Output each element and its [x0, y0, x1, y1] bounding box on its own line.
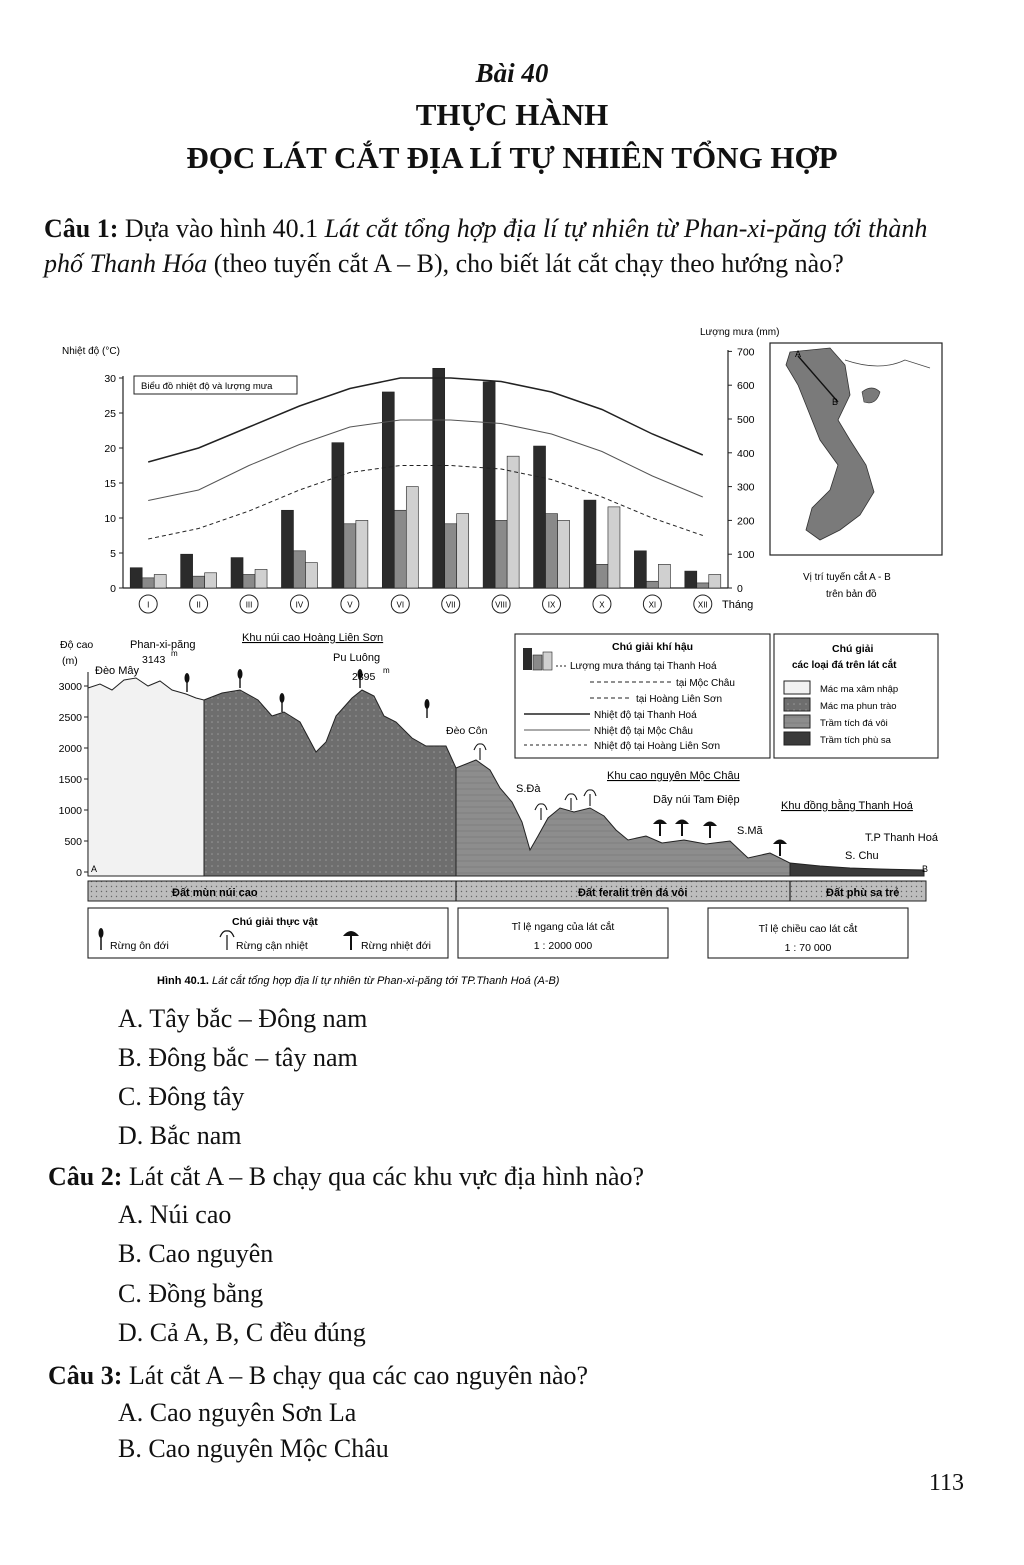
rain-bar [344, 524, 356, 588]
label-doc-con: Đèo Côn [446, 725, 488, 737]
tree-tropical-icon [773, 840, 787, 857]
figure-40-1 [0, 318, 1024, 998]
question-1-label: Câu 1: [44, 214, 119, 243]
rain-bar [507, 456, 519, 588]
legend-rain-moc-chau: tại Mộc Châu [676, 678, 735, 689]
rain-bar [433, 368, 445, 588]
profile-intrusive-rock [88, 678, 204, 876]
vegetation-legend-item-2: Rừng cận nhiệt [236, 940, 308, 952]
soil-label-3: Đất phù sa trẻ [826, 887, 900, 899]
rain-bar [281, 510, 293, 588]
month-label: IX [547, 600, 556, 610]
rain-bar [534, 446, 546, 588]
profile-point-a: A [91, 864, 98, 874]
label-pu-luong-unit: m [383, 666, 390, 675]
vegetation-legend [88, 908, 448, 958]
elevation-tick-label: 1000 [58, 805, 82, 817]
elevation-tick-label: 2500 [58, 712, 82, 724]
question-2-text: Lát cắt A – B chạy qua các khu vực địa hình nào? [122, 1162, 645, 1191]
tree-crown [238, 669, 243, 679]
tree-crown [703, 822, 717, 827]
rock-legend-item-1: Mác ma xâm nhập [820, 684, 899, 695]
rain-bar [356, 520, 368, 588]
label-tp-thanh-hoa: T.P Thanh Hoá [865, 832, 938, 844]
climate-title: Biểu đồ nhiệt độ và lượng mưa [141, 381, 273, 392]
map-point-b: B [832, 397, 839, 407]
rain-bar [457, 514, 469, 588]
rain-bar [584, 500, 596, 588]
rain-bar [394, 510, 406, 588]
climate-chart [62, 327, 779, 613]
rock-swatch-volcanic [784, 698, 810, 711]
legend-temp-thanh-hoa: Nhiệt độ tại Thanh Hoá [594, 710, 697, 721]
label-hoang-lien-son: Khu núi cao Hoàng Liên Sơn [242, 632, 384, 644]
elevation-tick-label: 1500 [58, 774, 82, 786]
temp-tick-label: 20 [104, 443, 116, 455]
vegetation-legend-item-1: Rừng ôn đới [110, 940, 169, 952]
soil-label-2: Đất feralit trên đá vôi [578, 887, 688, 899]
rain-tick-label: 100 [737, 549, 755, 562]
rain-ticks [728, 346, 755, 595]
map-caption-line-2: trên bản đồ [826, 589, 877, 600]
label-s-chu: S. Chu [845, 850, 879, 862]
tree-tropical-icon [703, 822, 717, 839]
rock-swatch-alluvium [784, 732, 810, 745]
rain-bars [130, 368, 721, 588]
month-label: VII [445, 600, 456, 610]
temp-tick-label: 15 [104, 478, 116, 490]
rain-bar [231, 558, 243, 588]
tree-subtropical-icon [565, 794, 577, 810]
question-2-option-b: B. Cao nguyên [118, 1239, 274, 1268]
rock-legend-title-2: các loại đá trên lát cắt [792, 660, 897, 671]
question-2-label: Câu 2: [48, 1162, 123, 1191]
legend-rain-thanh-hoa: Lượng mưa tháng tại Thanh Hoá [570, 661, 717, 672]
rain-bar [445, 524, 457, 588]
figure-caption-text: Lát cắt tổng hợp địa lí tự nhiên từ Phan-xi-păng tới TP.Thanh Hoá (A-B) [208, 975, 560, 987]
rain-tick-label: 300 [737, 481, 755, 494]
elevation-tick-label: 0 [76, 867, 82, 879]
rain-bar [558, 520, 570, 588]
page-number: 113 [928, 1470, 964, 1496]
rain-bar [697, 583, 709, 588]
elevation-tick-label: 2000 [58, 743, 82, 755]
rain-bar [154, 574, 166, 588]
question-3 [48, 1358, 962, 1393]
elevation-tick-label: 500 [64, 836, 82, 848]
month-label: I [147, 600, 150, 610]
rock-legend-item-4: Trầm tích phù sa [820, 735, 891, 746]
climate-legend [515, 634, 770, 758]
temperature-line [148, 420, 703, 501]
legend-bar-moc-chau [533, 655, 542, 670]
rain-bar [181, 554, 193, 588]
rain-bar [305, 563, 317, 588]
question-1-text-a: Dựa vào hình 40.1 [118, 214, 325, 243]
figure-caption [157, 974, 560, 987]
tree-crown [280, 693, 285, 703]
month-label: VIII [495, 600, 508, 610]
legend-temp-moc-chau: Nhiệt độ tại Mộc Châu [594, 726, 693, 737]
tree-temperate-icon [425, 699, 430, 718]
soil-label-1: Đất mùn núi cao [172, 887, 258, 899]
map-point-a: A [795, 349, 802, 359]
horizontal-scale-title: Tỉ lệ ngang của lát cắt [511, 921, 615, 933]
rain-bar [634, 551, 646, 588]
label-deo-may: Đèo Mây [95, 665, 140, 677]
vertical-scale-value: 1 : 70 000 [784, 942, 832, 954]
lesson-number: Bài 40 [475, 58, 549, 88]
climate-legend-title: Chú giải khí hậu [612, 641, 694, 653]
temp-ticks [104, 373, 123, 595]
rain-bar [130, 568, 142, 588]
rain-bar [596, 564, 608, 588]
rain-bar [483, 382, 495, 588]
rain-bar [205, 573, 217, 588]
tree-temperate-icon [280, 693, 285, 712]
question-3-text: Lát cắt A – B chạy qua các cao nguyên nào? [122, 1361, 589, 1390]
tree-tropical-icon [653, 820, 667, 837]
label-s-ma: S.Mã [737, 825, 763, 837]
elevation-ticks [59, 681, 88, 879]
rain-tick-label: 700 [737, 346, 755, 359]
tree-crown [773, 840, 787, 845]
elevation-axis-label: Độ cao [60, 639, 94, 651]
question-3-label: Câu 3: [48, 1361, 123, 1390]
vegetation-legend-title: Chú giải thực vật [232, 916, 318, 928]
rain-tick-label: 600 [737, 380, 755, 393]
question-2 [48, 1159, 962, 1194]
temp-axis-label: Nhiệt độ (°C) [62, 346, 120, 357]
tree-temperate-icon [185, 673, 190, 692]
rain-tick-label: 500 [737, 414, 755, 426]
rain-bar [646, 581, 658, 588]
rain-tick-label: 200 [737, 515, 755, 528]
temp-tick-label: 30 [104, 373, 116, 385]
rain-bar [546, 514, 558, 588]
temp-tick-label: 25 [104, 408, 116, 420]
rain-bar [243, 574, 255, 588]
figure-caption-label: Hình 40.1. [157, 975, 209, 987]
month-label: VI [396, 600, 405, 610]
tree-temperate-icon [238, 669, 243, 688]
month-label: XI [648, 600, 657, 610]
rock-legend-item-3: Trầm tích đá vôi [820, 718, 888, 729]
elevation-axis-unit: (m) [62, 655, 78, 667]
page-subtitle: ĐỌC LÁT CẮT ĐỊA LÍ TỰ NHIÊN TỔNG HỢP [186, 140, 838, 175]
month-label: III [245, 600, 253, 610]
temp-tick-label: 10 [104, 513, 116, 525]
rain-bar [608, 507, 620, 588]
rock-legend-title-1: Chú giải [832, 643, 874, 655]
question-2-option-d: D. Cả A, B, C đều đúng [118, 1318, 366, 1347]
legend-bar-hls [543, 652, 552, 670]
temp-tick-label: 5 [110, 548, 116, 560]
label-phanxipang: Phan-xi-păng [130, 639, 196, 651]
rain-bar [332, 443, 344, 588]
tree-subtropical-icon [474, 744, 486, 760]
rain-tick-label: 0 [737, 583, 743, 595]
rain-bar [406, 487, 418, 588]
label-moc-chau-plateau: Khu cao nguyên Mộc Châu [607, 770, 740, 782]
location-map [770, 343, 942, 600]
tree-crown [185, 673, 190, 683]
map-caption-line-1: Vị trí tuyến cắt A - B [803, 572, 891, 583]
rock-legend-item-2: Mác ma phun trào [820, 701, 897, 712]
label-dong-bang: Khu đồng bằng Thanh Hoá [781, 800, 913, 812]
tree-crown [675, 820, 689, 825]
horizontal-scale [458, 908, 668, 958]
question-1-option-b: B. Đông bắc – tây nam [118, 1043, 358, 1072]
tree-tropical-icon [675, 820, 689, 837]
label-pu-luong-height: 2895 [352, 671, 376, 683]
tree-crown [653, 820, 667, 825]
question-1-figure-title: Lát cắt tổng hợp địa lí tự nhiên từ Phan-xi-păng tới thành phố Thanh Hóa [44, 214, 928, 278]
legend-rain-hls: tại Hoàng Liên Sơn [636, 694, 723, 705]
question-1-option-c: C. Đông tây [118, 1082, 245, 1111]
vertical-scale [708, 908, 908, 958]
rain-tick-label: 400 [737, 447, 755, 460]
vertical-scale-title: Tỉ lệ chiều cao lát cắt [758, 923, 858, 935]
rain-bar [495, 520, 507, 588]
question-1-option-d: D. Bắc nam [118, 1121, 242, 1150]
rain-bar [142, 578, 154, 588]
tree-crown [425, 699, 430, 709]
label-pu-luong: Pu Luông [333, 652, 381, 664]
rain-bar [685, 571, 697, 588]
month-label: V [347, 600, 353, 610]
question-2-option-c: C. Đồng bằng [118, 1279, 264, 1308]
question-1-option-a: A. Tây bắc – Đông nam [118, 1004, 368, 1033]
question-1 [44, 211, 958, 281]
question-1-text-b: (theo tuyến cắt A – B), cho biết lát cắt chạy theo hướng nào? [207, 249, 844, 278]
rock-legend [774, 634, 938, 758]
tree-subtropical-icon [584, 790, 596, 806]
legend-temp-hls: Nhiệt độ tại Hoàng Liên Sơn [594, 741, 721, 752]
profile-mountain-rock [204, 690, 456, 876]
vegetation-legend-item-3: Rừng nhiệt đới [361, 940, 431, 952]
rain-bar [658, 564, 670, 588]
month-label: II [196, 600, 201, 610]
legend-bar-thanh-hoa [523, 648, 532, 670]
label-tam-diep: Dãy núi Tam Điệp [653, 794, 740, 806]
question-3-option-b: B. Cao nguyên Mộc Châu [118, 1434, 389, 1463]
rain-bar [709, 574, 721, 588]
rock-swatch-limestone [784, 715, 810, 728]
rain-bar [193, 576, 205, 588]
profile-alluvium [790, 863, 924, 876]
temp-tick-label: 0 [110, 583, 116, 595]
question-3-option-a: A. Cao nguyên Sơn La [118, 1398, 357, 1427]
month-axis-label: Tháng [722, 599, 754, 611]
page-title: THỰC HÀNH [415, 97, 609, 132]
rain-bar [255, 569, 267, 588]
month-label: X [599, 600, 605, 610]
month-labels [139, 595, 712, 613]
month-label: XII [697, 600, 708, 610]
profile-point-b: B [922, 864, 929, 874]
label-s-da: S.Đà [516, 783, 541, 795]
rain-bar [293, 551, 305, 588]
tree-subtropical-icon [535, 804, 547, 820]
month-label: IV [295, 600, 304, 610]
label-phanxipang-height: 3143 [142, 654, 166, 666]
horizontal-scale-value: 1 : 2000 000 [533, 940, 593, 952]
rock-swatch-intrusive [784, 681, 810, 694]
elevation-tick-label: 3000 [58, 681, 82, 693]
rain-axis-label: Lượng mưa (mm) [700, 327, 780, 338]
label-phanxipang-unit: m [171, 649, 178, 658]
question-2-option-a: A. Núi cao [118, 1200, 232, 1229]
